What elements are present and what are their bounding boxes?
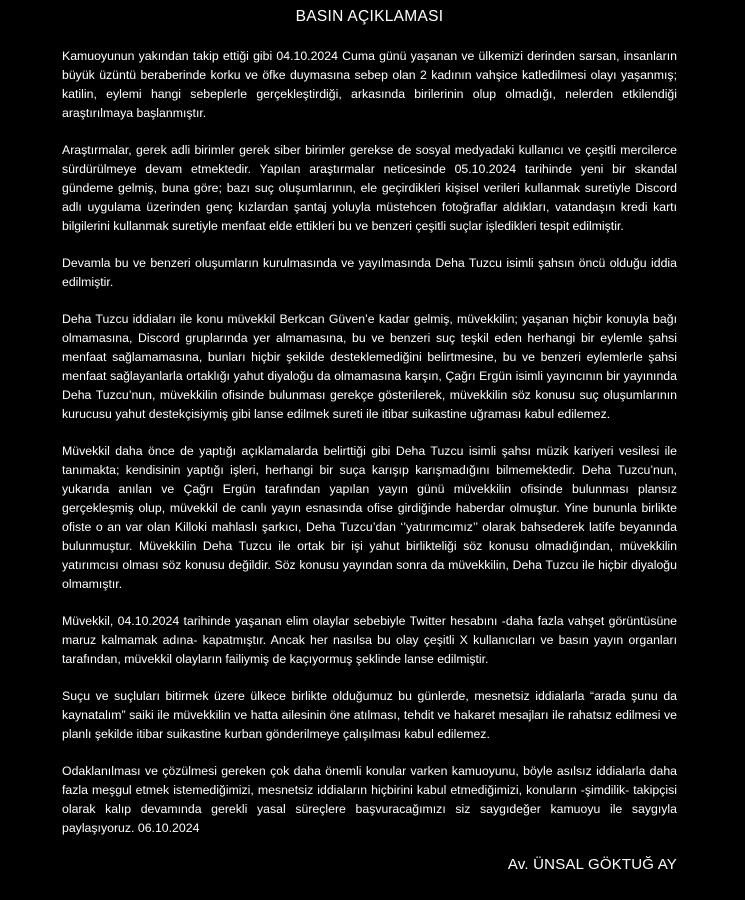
- paragraph-5: Müvekkil daha önce de yaptığı açıklamalarda belirttiği gibi Deha Tuzcu isimli şahsı müzik kariyeri vesilesi ile tanımakta; kendisinin yaptığı işleri, herhangi bir suça karışıp karışmadığını bilmemektedir. Deha Tuzcu’nun, yukarıda anılan ve Çağrı Ergün tarafından yapılan yayın günü müvekkilin ofisinde bulunması plansız gerçekleşmiş olup, müvekkil de canlı yayın esnasında ofise girdiğinde haberdar olmuştur. Yine bununla birlikte ofiste o an var olan Killoki mahlaslı şarkıcı, Deha Tuzcu’dan ‘’yatırımcımız’’ olarak bahsederek latife beyanında bulunmuştur. Müvekkilin Deha Tuzcu ile ortak bir işi yahut birlikteliği söz konusu olmadığından, müvekkilin yatırımcısı olması söz konusu değildir. Söz konusu yayından sonra da müvekkilin, Deha Tuzcu ile hiçbir diyaloğu olmamıştır.: [62, 444, 677, 591]
- paragraph-3: Devamla bu ve benzeri oluşumların kurulmasında ve yayılmasında Deha Tuzcu isimli şahsın öncü olduğu iddia edilmiştir.: [62, 256, 677, 289]
- signature: Av. ÜNSAL GÖKTUĞ AY: [507, 856, 677, 873]
- paragraph-1: Kamuoyunun yakından takip ettiği gibi 04.10.2024 Cuma günü yaşanan ve ülkemizi derinden sarsan, insanların büyük üzüntü beraberinde korku ve öfke duymasına sebep olan 2 kadının vahşice katledilmesi olayı yaşanmış; katilin, eylemi hangi sebeplerle gerçekleştirdiği, arkasında birilerinin olup olmadığı, nelerden etkilendiği araştırılmaya başlanmıştır.: [62, 49, 677, 120]
- paragraph-2: Araştırmalar, gerek adli birimler gerek siber birimler gerekse de sosyal medyadaki kullanıcı ve çeşitli mercilerce sürdürülmeye devam etmektedir. Yapılan araştırmalar neticesinde 05.10.2024 tarihinde yeni bir skandal gündeme gelmiş, buna göre; bazı suç oluşumlarının, ele geçirdikleri kişisel verileri kullanmak suretiyle Discord adlı uygulama üzerinden genç kızlardan şantaj yoluyla müstehcen fotoğraflar aldıkları, vatandaşın kredi kartı bilgilerini kullanmak suretiyle menfaat elde ettikleri bu ve benzeri çeşitli suçlar işledikleri tespit edilmiştir.: [62, 143, 677, 233]
- paragraph-7: Suçu ve suçluları bitirmek üzere ülkece birlikte olduğumuz bu günlerde, mesnetsiz iddialarla “arada şunu da kaynatalım” saiki ile müvekkilin ve hatta ailesinin öne atılması, tehdit ve hakaret mesajları ile rahatsız edilmesi ve planlı şekilde itibar suikastine kurban gönderilmeye çalışılması kabul edilemez.: [62, 689, 677, 741]
- document-title: BASIN AÇIKLAMASI: [295, 8, 444, 25]
- paragraph-6: Müvekkil, 04.10.2024 tarihinde yaşanan elim olaylar sebebiyle Twitter hesabını -daha fazla vahşet görüntüsüne maruz kalmamak adına- kapatmıştır. Ancak her nasılsa bu olay çeşitli X kullanıcıları ve basın yayın organları tarafından, müvekkil olayların failiymiş de kaçıyormuş şeklinde lanse edilmiştir.: [62, 614, 677, 666]
- paragraph-8: Odaklanılması ve çözülmesi gereken çok daha önemli konular varken kamuoyunu, böyle asılsız iddialarla daha fazla meşgul etmek istemediğimizi, mesnetsiz iddiaların hiçbirini kabul etmediğimizi, konuların -şimdilik- takipçisi olarak kalıp devamında gerekli yasal süreçlere başvuracağımızı siz saygıdeğer kamuoyu ile saygıyla paylaşıyoruz. 06.10.2024: [62, 764, 677, 835]
- paragraph-4: Deha Tuzcu iddiaları ile konu müvekkil Berkcan Güven’e kadar gelmiş, müvekkilin; yaşanan hiçbir konuyla bağı olmamasına, Discord gruplarında yer almamasına, bu ve benzeri suç teşkil eden herhangi bir eylemle şahsi menfaat sağlamamasına, bunları hiçbir şekilde desteklemediğini belirtmesine, bu ve benzeri eylemlerle şahsi menfaat sağlayanlarla ortaklığı yahut diyaloğu da olmamasına karşın, Çağrı Ergün isimli yayıncının bir yayınında Deha Tuzcu’nun, müvekkilin ofisinde bulunması gerekçe gösterilerek, müvekkilin söz konusu suç oluşumlarının kurucusu yahut destekçisiymiş gibi lanse edilmek sureti ile itibar suikastine uğraması kabul edilemez.: [62, 312, 677, 421]
